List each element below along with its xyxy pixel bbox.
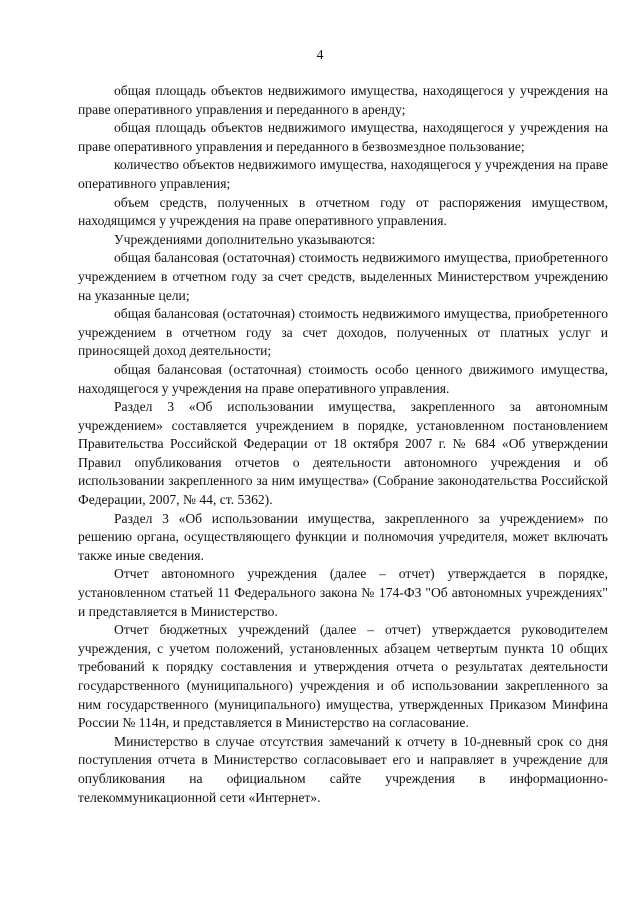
paragraph-area-leased: общая площадь объектов недвижимого имущества, находящегося у учреждения на праве оперативного управления и переданного в аренду; — [78, 83, 608, 117]
paragraph-object-count: количество объектов недвижимого имущества, находящегося у учреждения на праве оперативного управления; — [78, 157, 608, 191]
paragraph-budget-report: Отчет бюджетных учреждений (далее – отчет) утверждается руководителем учреждения, с учетом положений, установленных абзацем четвертым пункта 10 общих требований к порядку составления и утверждения отчета о результатах деятельности государственного (муниципального) учреждения и об использовании закрепленного за ним государственного (муниципального) имущества, утвержденных Приказом Минфина России № 114н, и представляется в Министерство на согласование. — [78, 622, 608, 731]
paragraph-section3-other: Раздел 3 «Об использовании имущества, закрепленного за учреждением» по решению органа, осуществляющего функции и полномочия учредителя, может включать также иные сведения. — [78, 510, 608, 563]
paragraph-ministry-approval: Министерство в случае отсутствия замечаний к отчету в 10-дневный срок со дня поступления отчета в Министерство согласовывает его и направляет в учреждение для опубликования на официальном сайте учреждения в информационно-телекоммуникационной сети «Интернет». — [78, 733, 608, 805]
paragraph-balance-movable: общая балансовая (остаточная) стоимость особо ценного движимого имущества, находящегося у учреждения на праве оперативного управления. — [78, 361, 608, 396]
paragraph-balance-ministry-funds: общая балансовая (остаточная) стоимость недвижимого имущества, приобретенного учреждением в отчетном году за счет средств, выделенных Министерством учреждению на указанные цели; — [78, 250, 608, 303]
paragraph-area-free-use: общая площадь объектов недвижимого имущества, находящегося у учреждения на праве оперативного управления и переданного в безвозмездное пользование; — [78, 120, 608, 154]
paragraph-section3-autonomous: Раздел 3 «Об использовании имущества, закрепленного за автономным учреждением» составляется учреждением в порядке, установленном постановлением Правительства Российской Федерации от 18 октября 2007 г. № 684 «Об утверждении Правил опубликования отчетов о деятельности автономного учреждения и об использовании закрепленного за ним имущества» (Собрание законодательства Российской Федерации, 2007, № 44, ст. 5362). — [78, 399, 608, 508]
paragraph-disposal-funds: объем средств, полученных в отчетном году от распоряжения имуществом, находящимся у учреждения на праве оперативного управления. — [78, 194, 608, 229]
paragraph-additional-intro: Учреждениями дополнительно указываются: — [114, 231, 376, 247]
paragraph-balance-paid-services: общая балансовая (остаточная) стоимость недвижимого имущества, приобретенного учреждением в отчетном году за счет доходов, полученных от платных услуг и приносящей доход деятельности; — [78, 306, 608, 359]
page-number: 4 — [316, 48, 324, 63]
paragraph-autonomous-report: Отчет автономного учреждения (далее – отчет) утверждается в порядке, установленном статьей 11 Федерального закона № 174-ФЗ "Об автономных учреждениях" и представляется в Министерство. — [78, 566, 608, 619]
document-body — [78, 82, 608, 807]
